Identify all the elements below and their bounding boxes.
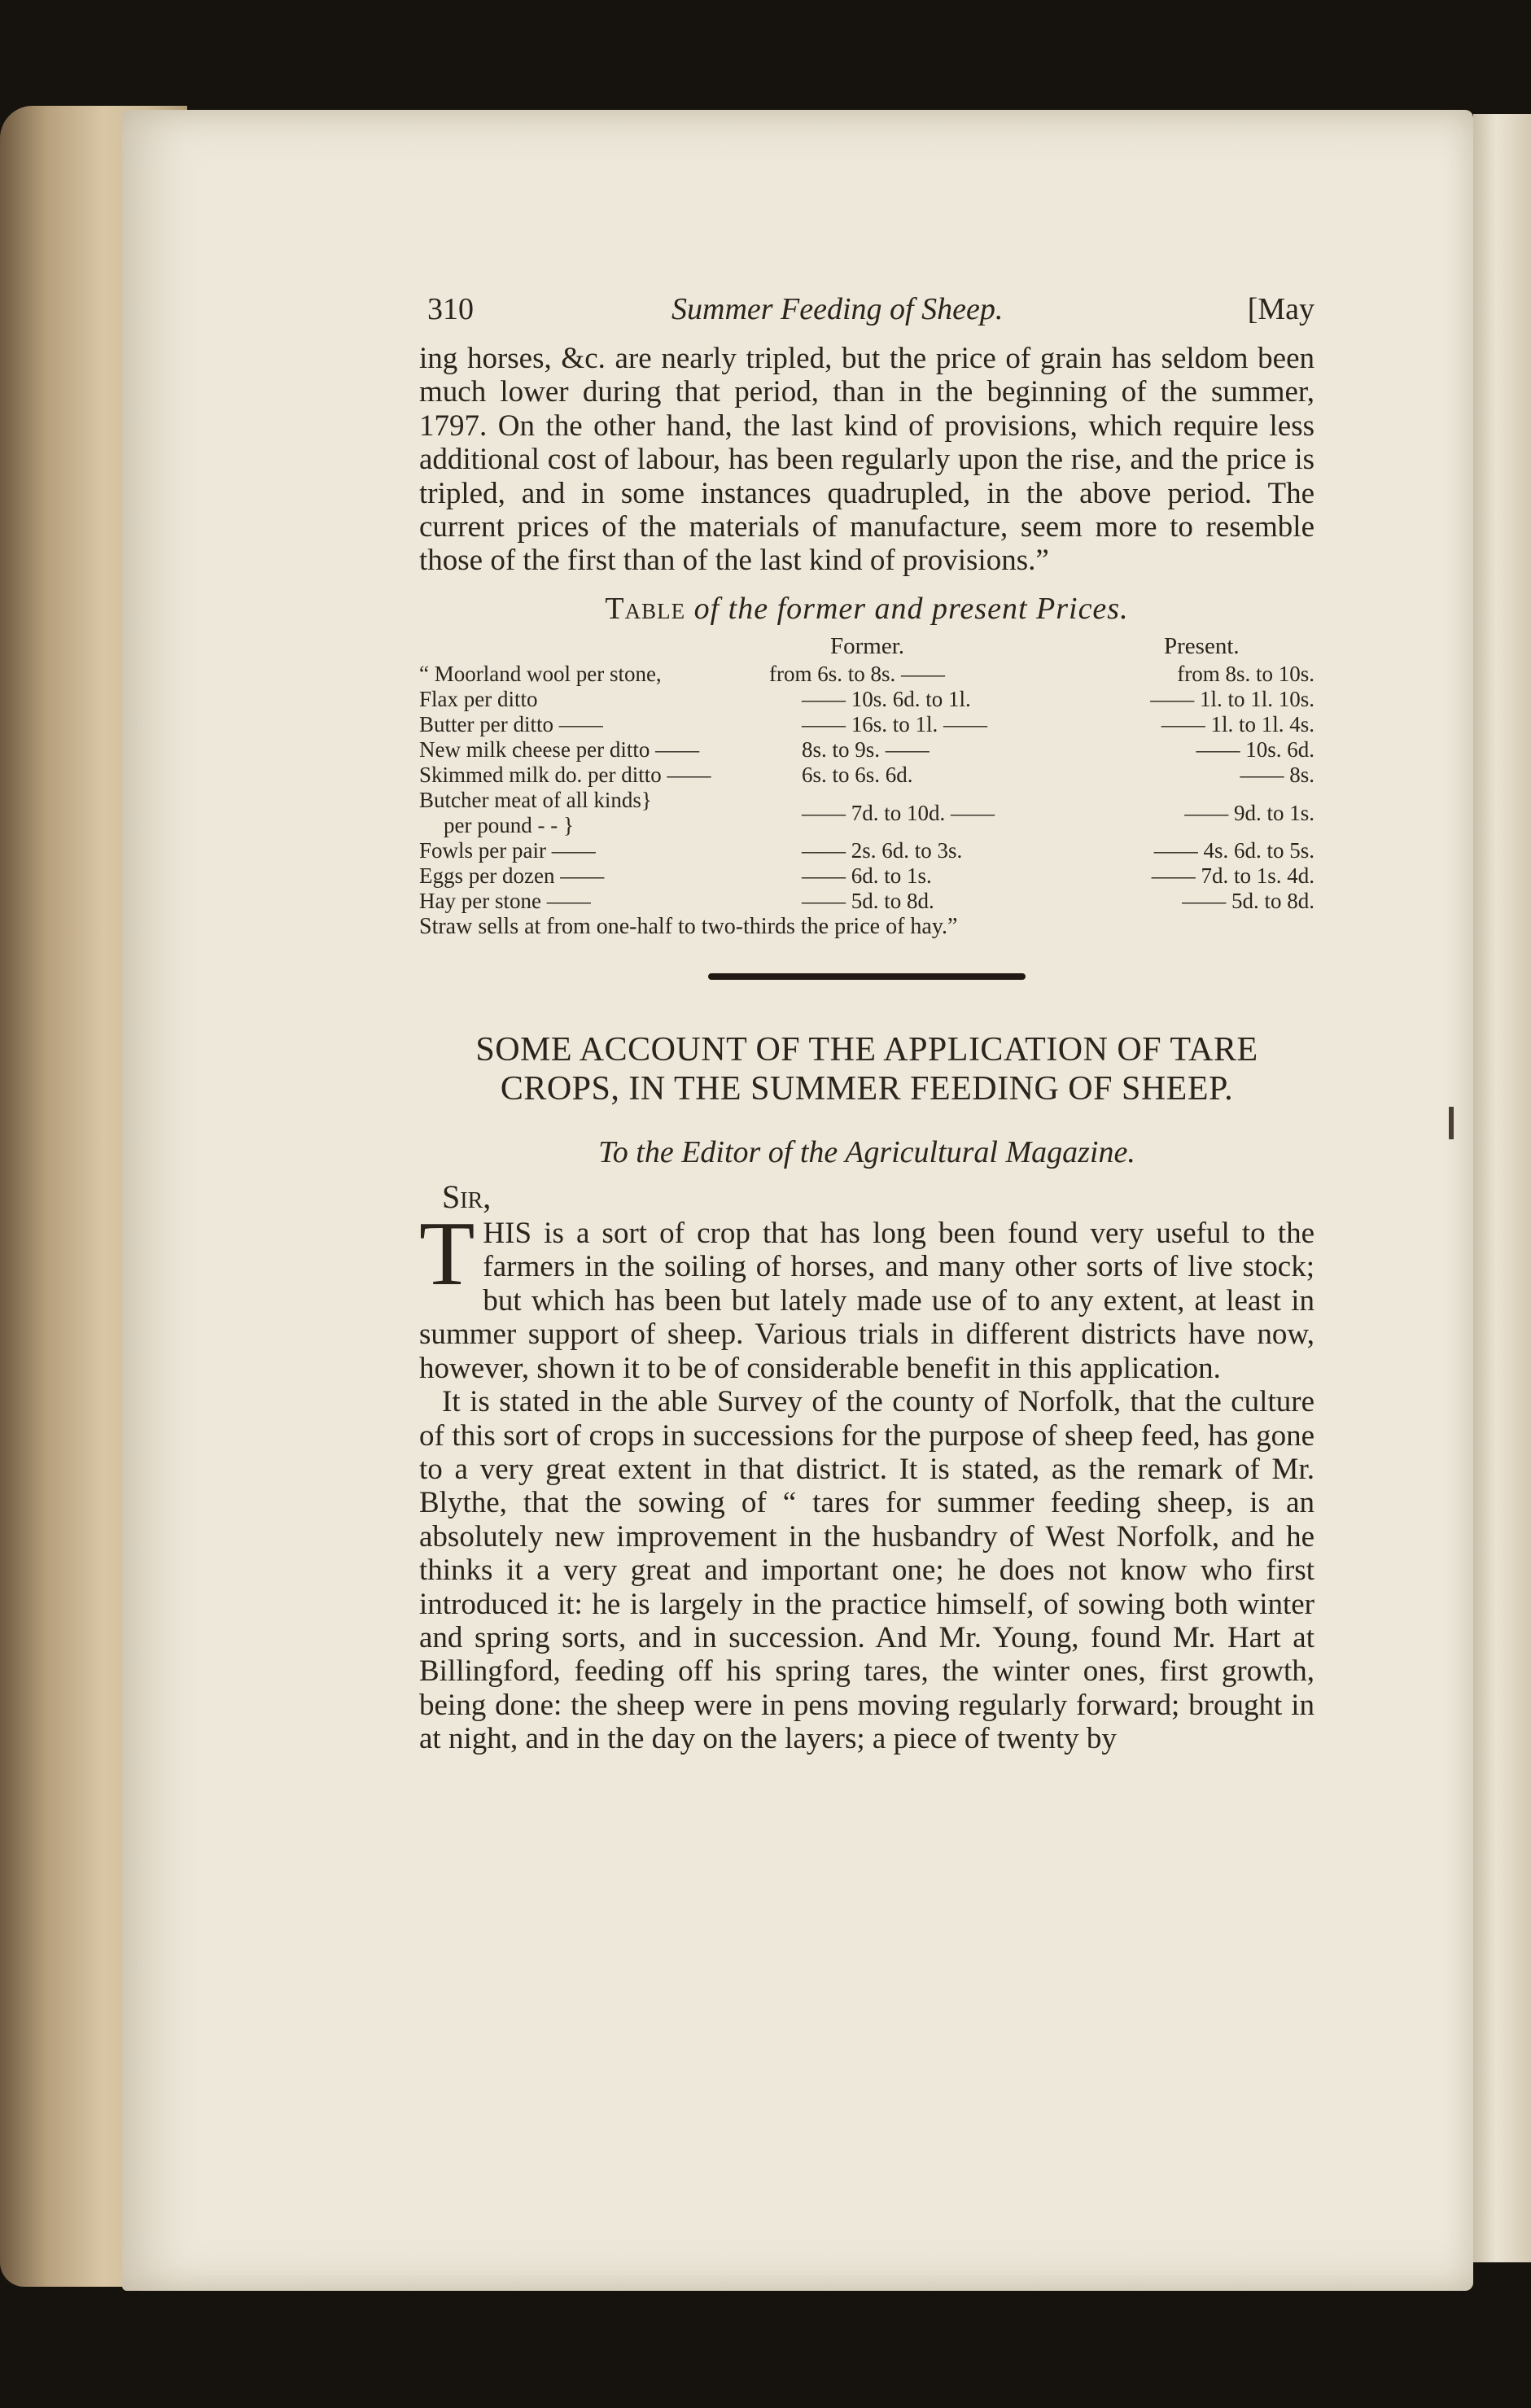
row-item: “ Moorland wool per stone, [419,662,662,687]
row-former: —— 2s. 6d. to 3s. [802,838,963,863]
table-row [419,687,1314,712]
row-present: —— 10s. 6d. [1196,737,1314,763]
row-former: —— 10s. 6d. to 1l. [802,687,971,712]
running-head [419,293,1314,342]
row-item: Flax per ditto [419,687,538,712]
row-item: Butcher meat of all kinds} [419,788,652,813]
table-title [419,592,1314,626]
row-present: —— 1l. to 1l. 10s. [1150,687,1314,712]
row-present: from 8s. to 10s. [1177,662,1314,687]
row-item: Butter per ditto —— [419,712,603,737]
table-row [419,763,1314,788]
continuation-paragraph: ing horses, &c. are nearly tripled, but the price of grain has seldom been much lower during that period, than in the beginning of the summer, 1797. On the other hand, the last kind of provisions, which require less additional cost of labour, has been regularly upon the rise, and the price is tripled, and in some instances quadrupled, in the above period. The current prices of the materials of manufacture, seem more to resemble those of the first than of the last kind of provisions.” [419,342,1314,578]
row-former: —— 16s. to 1l. —— [802,712,988,737]
table-row [419,788,1314,838]
page-number: 310 [427,292,474,326]
price-table-header [419,634,1314,662]
row-former: —— 7d. to 10d. —— [802,801,995,826]
row-former: from 6s. to 8s. —— [769,662,945,687]
row-present: —— 1l. to 1l. 4s. [1161,712,1314,737]
article-title-line-1: SOME ACCOUNT OF THE APPLICATION OF TARE [475,1031,1258,1069]
article-paragraph-1 [419,1204,1314,1385]
table-row [419,662,1314,687]
running-title: Summer Feeding of Sheep. [671,292,1004,326]
table-row [419,863,1314,889]
running-date: [May [1247,292,1314,326]
drop-cap: T [419,1204,475,1305]
article-title-line-2: CROPS, IN THE SUMMER FEEDING OF SHEEP. [500,1070,1234,1108]
row-former: 6s. to 6s. 6d. [802,763,913,788]
row-former: —— 5d. to 8d. [802,889,934,914]
row-item: Skimmed milk do. per ditto —— [419,763,711,788]
present-header: Present. [1164,633,1240,660]
article-paragraph-1-text: HIS is a sort of crop that has long been found very useful to the farmers in the soiling of horses, and many other sorts of live stock; but which has been but lately made use of to any extent, at least in summer support of sheep. Various trials in different districts have now, however, shown it to be of considerable benefit in this application. [419,1217,1314,1385]
row-present: —— 7d. to 1s. 4d. [1151,863,1314,889]
price-table [419,634,1314,939]
row-item: Hay per stone —— [419,889,591,914]
former-header: Former. [830,633,905,660]
table-row [419,838,1314,863]
row-present: —— 8s. [1240,763,1314,788]
article-title [419,1030,1314,1108]
table-row [419,889,1314,914]
adjacent-page-edge [1473,114,1531,2262]
row-item: New milk cheese per ditto —— [419,737,700,763]
binding-clasp [1449,1107,1454,1139]
row-item: Fowls per pair —— [419,838,596,863]
page-content [419,293,1314,1756]
table-row [419,712,1314,737]
row-present: —— 4s. 6d. to 5s. [1153,838,1314,863]
address-line: To the Editor of the Agricultural Magazine. [598,1135,1135,1170]
row-former: —— 6d. to 1s. [802,863,932,889]
table-title-italic: of the former and present Prices. [693,591,1129,626]
row-item: Eggs per dozen —— [419,863,605,889]
section-divider-rule [708,973,1026,980]
table-title-caps: Table [605,591,686,626]
table-row [419,737,1314,763]
salutation: Sir, [442,1178,492,1215]
row-item-continued: per pound - - } [444,813,574,838]
row-former: 8s. to 9s. —— [802,737,930,763]
table-note: Straw sells at from one-half to two-thirds the price of hay.” [419,914,958,940]
row-present: —— 5d. to 8d. [1182,889,1314,914]
row-present: —— 9d. to 1s. [1184,801,1314,826]
article-paragraph-2: It is stated in the able Survey of the county of Norfolk, that the culture of this sort of crops in successions for the purpose of sheep feed, has gone to a very great extent in that district. It is stated, as the remark of Mr. Blythe, that the sowing of “ tares for summer feeding sheep, is an absolutely new improvement in the husbandry of West Norfolk, and he thinks it a very great and important one; he does not know who first introduced it: he is largely in the practice himself, of sowing both winter and spring sorts, and in succession. And Mr. Young, found Mr. Hart at Billingford, feeding off his spring tares, the winter ones, first growth, being done: the sheep were in pens moving regularly forward; brought in at night, and in the day on the layers; a piece of twenty by [419,1385,1314,1756]
